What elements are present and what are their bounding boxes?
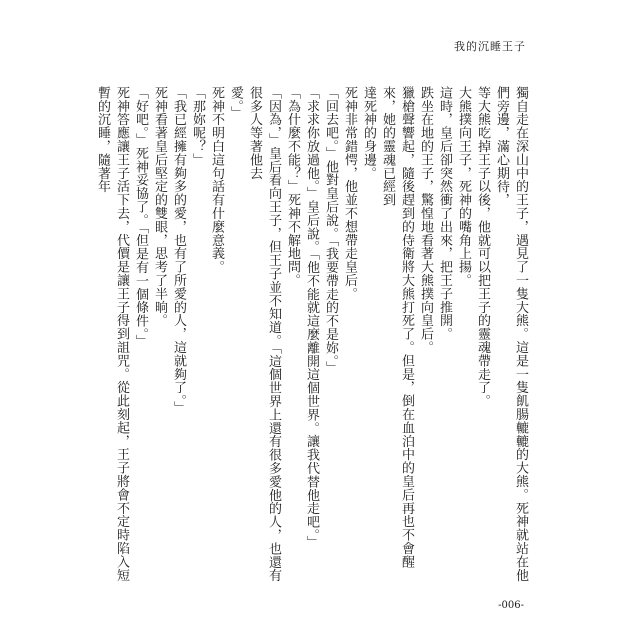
text-line: 等大熊吃掉王子以後，他就可以把王子的靈魂帶走了。 [475, 86, 490, 408]
text-line: 「好吧。」死神妥協了。「但是有一個條件。」 [133, 86, 148, 348]
text-line: 「為什麼不能？」死神不解地問。 [285, 86, 300, 287]
text-line: 死神答應讓王子活下去，代價是讓王子得到詛咒。從此刻起，王子將會不定時陷入短暫的沉睡，隨著年 [95, 86, 129, 582]
text-line: 死神不明白這句話有什麼意義。 [209, 86, 224, 274]
text-line: 跌坐在地的王子，驚惶地看著大熊撲向皇后。 [418, 86, 433, 354]
text-line: 死神非常錯愕，他並不想帶走皇后。 [342, 86, 357, 301]
text-line: 達死神的身邊。 [361, 86, 376, 180]
text-line: 大熊撲向王子，死神的嘴角上揚。 [456, 86, 471, 287]
text-line: 獨自走在深山中的王子，遇見了一隻大熊。這是一隻飢腸轆轆的大熊。死神就站在他們旁邊，滿心期待， [494, 86, 528, 582]
vertical-text-body [90, 86, 530, 586]
text-line: 「那妳呢？」 [190, 86, 205, 167]
running-header-title: 我的沉睡王子 [454, 40, 526, 53]
text-line: 「我已經擁有夠多的愛，也有了所愛的人，這就夠了。」 [171, 86, 186, 415]
text-line: 獵槍聲響起，隨後趕到的侍衛將大熊打死了。但是，倒在血泊中的皇后再也不會醒來，她的靈魂已經到 [380, 86, 414, 569]
text-line: 死神看著皇后堅定的雙眼，思考了半晌。 [152, 86, 167, 328]
page-number: -006- [498, 600, 524, 611]
text-line: 「求求你放過他。」皇后說。「他不能就這麼離開這個世界。讓我代替他走吧。」 [304, 86, 319, 549]
text-line: 愛。」 [228, 86, 243, 120]
text-line: 這時，皇后卻突然衝了出來，把王子推開。 [437, 86, 452, 341]
text-line: 「因為，」皇后看向王子，但王子並不知道。「這個世界上還有很多愛他的人，也還有很多人等著他去 [247, 86, 281, 583]
text-line: 「回去吧。」他對皇后說。「我要帶走的不是妳。」 [323, 86, 338, 375]
